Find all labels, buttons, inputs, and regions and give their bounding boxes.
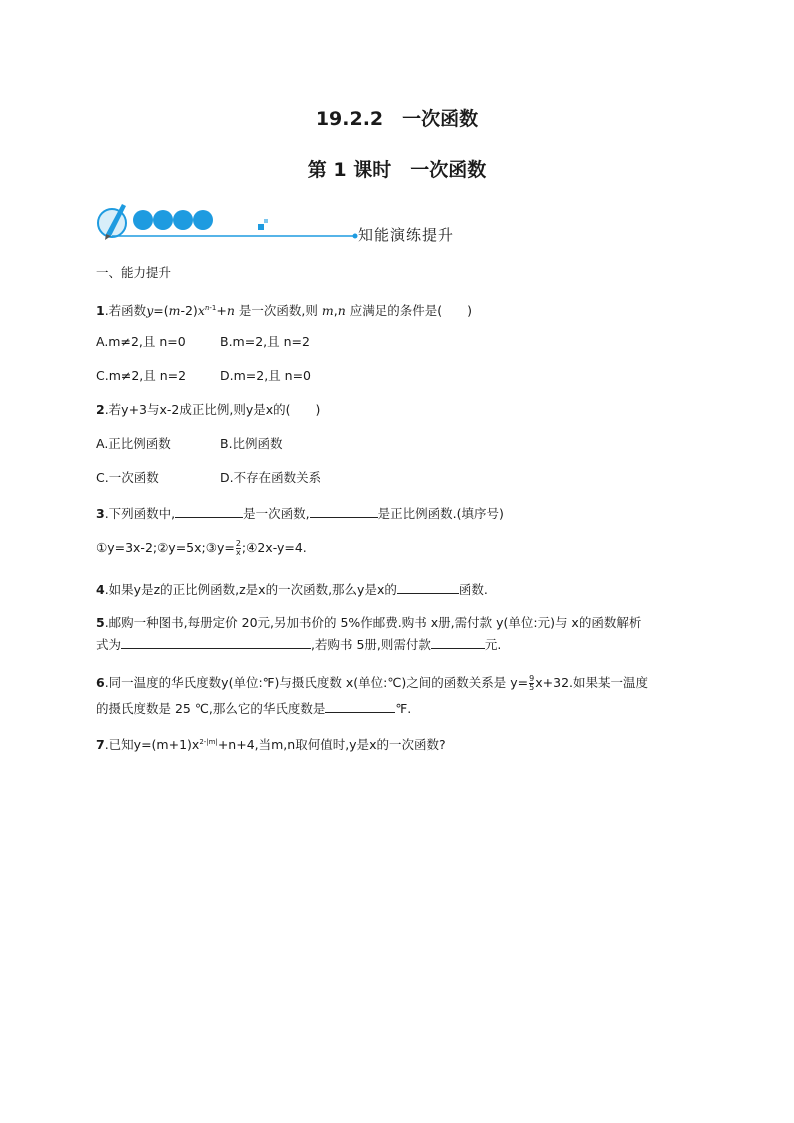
banner-label: 知能演练提升 <box>358 226 455 244</box>
q6-fraction-num: 9 <box>529 674 535 683</box>
q2-option-a[interactable]: A.正比例函数 <box>96 436 171 451</box>
q3-items-a: ①y=3x-2;②y=5x;③y= <box>96 540 235 555</box>
banner-dot-3 <box>173 210 193 230</box>
q7-stem-b: +n+4,当m,n取何值时,y是x的一次函数? <box>217 737 446 753</box>
question-4 <box>96 579 488 599</box>
q3-stem-c: 是正比例函数.(填序号) <box>377 506 504 521</box>
q4-stem-a: .如果y是z的正比例函数,z是x的一次函数,那么y是x的 <box>104 582 397 597</box>
question-5 <box>96 614 641 632</box>
q6-blank[interactable] <box>325 698 395 713</box>
q5-blank-2[interactable] <box>431 634 485 649</box>
q3-fraction-num: 2 <box>235 539 241 548</box>
q6-line2-b: ℉. <box>395 701 412 716</box>
q5-line2-b: ,若购书 5册,则需付款 <box>311 637 431 652</box>
q3-number: 3 <box>96 506 105 521</box>
question-7 <box>96 733 446 754</box>
q6-fraction <box>529 675 534 692</box>
q4-blank[interactable] <box>397 579 459 594</box>
q7-exponent: 2-|m| <box>199 738 218 746</box>
q5-line2-c: 元. <box>484 637 502 652</box>
q2-option-c[interactable]: C.一次函数 <box>96 470 159 485</box>
q2-option-b[interactable]: B.比例函数 <box>220 436 283 451</box>
pen-icon <box>98 204 126 240</box>
question-6 <box>96 674 648 692</box>
q3-blank-1[interactable] <box>175 503 243 518</box>
q1-stem-c: 应满足的条件是( ) <box>349 303 473 319</box>
question-2 <box>96 401 320 419</box>
q5-blank-1[interactable] <box>121 634 311 649</box>
banner-dot-2 <box>153 210 173 230</box>
q3-stem-a: .下列函数中, <box>104 506 176 521</box>
q3-fraction-den: x <box>236 548 241 557</box>
q1-option-a[interactable]: A.m≠2,且 n=0 <box>96 334 186 349</box>
q3-fraction <box>236 540 241 557</box>
banner-rule-end <box>353 234 358 239</box>
page-title: 19.2.2 一次函数 <box>315 108 479 130</box>
q4-stem-b: 函数. <box>458 582 488 597</box>
q6-line1-b: x+32.如果某一温度 <box>535 675 649 690</box>
q2-option-d[interactable]: D.不存在函数关系 <box>220 470 322 485</box>
q3-stem-b: 是一次函数, <box>243 506 310 521</box>
q1-number: 1 <box>96 303 105 319</box>
question-3 <box>96 503 504 523</box>
q3-items-b: ;④2x-y=4. <box>241 540 307 555</box>
question-1: 1.若函数$y=(m-2)x^{n-1}+n$ 是一次函数,则 m,n 应满足的条件是( ) <box>96 303 473 319</box>
section-heading: 一、能力提升 <box>96 265 172 280</box>
banner-square-large <box>258 224 264 230</box>
q3-blank-2[interactable] <box>310 503 378 518</box>
q1-stem-a: .若函数 <box>104 303 147 319</box>
q4-number: 4 <box>96 582 105 597</box>
q3-items <box>96 539 307 557</box>
q6-fraction-den: 5 <box>529 683 535 692</box>
q2-stem: .若y+3与x-2成正比例,则y是x的( ) <box>104 402 321 417</box>
banner-square-small <box>264 219 268 223</box>
banner-dot-1 <box>133 210 153 230</box>
q1-option-c[interactable]: C.m≠2,且 n=2 <box>96 368 187 383</box>
q5-number: 5 <box>96 615 105 630</box>
q1-formula: y <box>146 303 154 319</box>
banner-dot-4 <box>193 210 213 230</box>
q5-line1: .邮购一种图书,每册定价 20元,另加书价的 5%作邮费.购书 x册,需付款 y(单位:元)与 x的函数解析 <box>104 615 642 630</box>
q5-line2 <box>96 634 501 654</box>
q7-number: 7 <box>96 737 105 753</box>
q5-line2-a: 式为 <box>96 637 122 652</box>
q6-line2 <box>96 698 411 718</box>
lesson-subtitle: 第 1 课时 一次函数 <box>307 159 487 181</box>
q6-line2-a: 的摄氏度数是 25 ℃,那么它的华氏度数是 <box>96 701 326 716</box>
q6-number: 6 <box>96 675 105 690</box>
q1-stem-b: 是一次函数,则 <box>238 303 318 319</box>
q1-option-d[interactable]: D.m=2,且 n=0 <box>220 368 311 383</box>
q2-number: 2 <box>96 402 105 417</box>
q6-line1-a: .同一温度的华氏度数y(单位:℉)与摄氏度数 x(单位:℃)之间的函数关系是 y= <box>104 675 529 690</box>
q1-option-b[interactable]: B.m=2,且 n=2 <box>220 334 310 349</box>
q7-stem-a: .已知y=(m+1)x <box>104 737 200 753</box>
